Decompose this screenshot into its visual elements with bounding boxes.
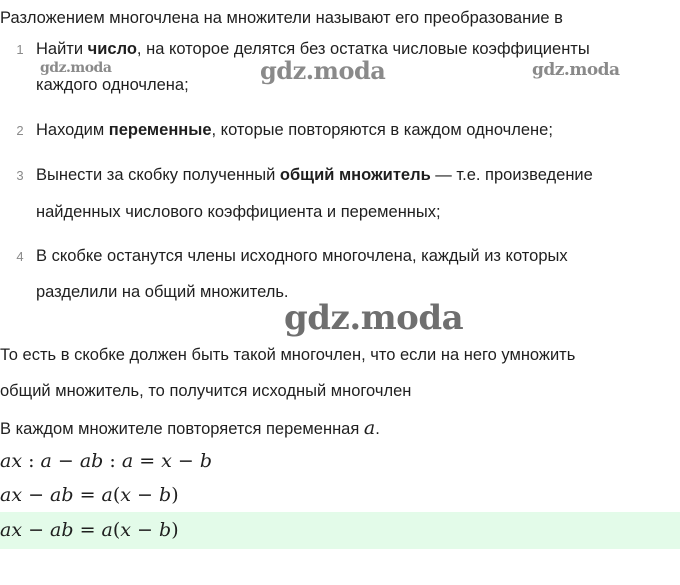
step-text-cont: разделили на общий множитель. — [36, 283, 289, 301]
step-text-cont: каждого одночлена; — [36, 76, 189, 94]
step-number: 3 — [16, 168, 24, 183]
step-text: Вынести за скобку полученный общий множитель — т.е. произведение — [36, 166, 593, 184]
paragraph-line: То есть в скобке должен быть такой многочлен, что если на него умножить — [0, 346, 576, 364]
intro-text: Разложением многочлена на множители называют его преобразование в — [0, 9, 563, 27]
step-text: В скобке останутся члены исходного многочлена, каждый из которых — [36, 247, 568, 265]
paragraph-variable: В каждом множителе повторяется переменная a. — [0, 417, 380, 439]
formula-answer: ax − ab = a(x − b) — [0, 519, 179, 541]
step-number: 4 — [16, 249, 24, 264]
watermark: gdz.moda — [260, 56, 386, 85]
step-number: 1 — [16, 42, 24, 57]
step-text-cont: найденных числового коэффициента и переменных; — [36, 203, 441, 221]
watermark: gdz.moda — [532, 60, 620, 80]
step-text: Находим переменные, которые повторяются в каждом одночлене; — [36, 121, 553, 139]
paragraph-line: общий множитель, то получится исходный многочлен — [0, 382, 412, 400]
watermark: gdz.moda — [40, 60, 112, 76]
step-number: 2 — [16, 123, 24, 138]
step-text: Найти число, на которое делятся без остатка числовые коэффициенты — [36, 40, 590, 58]
formula-factored: ax − ab = a(x − b) — [0, 484, 179, 506]
formula-division: ax : a − ab : a = x − b — [0, 450, 213, 472]
watermark: gdz.moda — [284, 298, 464, 338]
